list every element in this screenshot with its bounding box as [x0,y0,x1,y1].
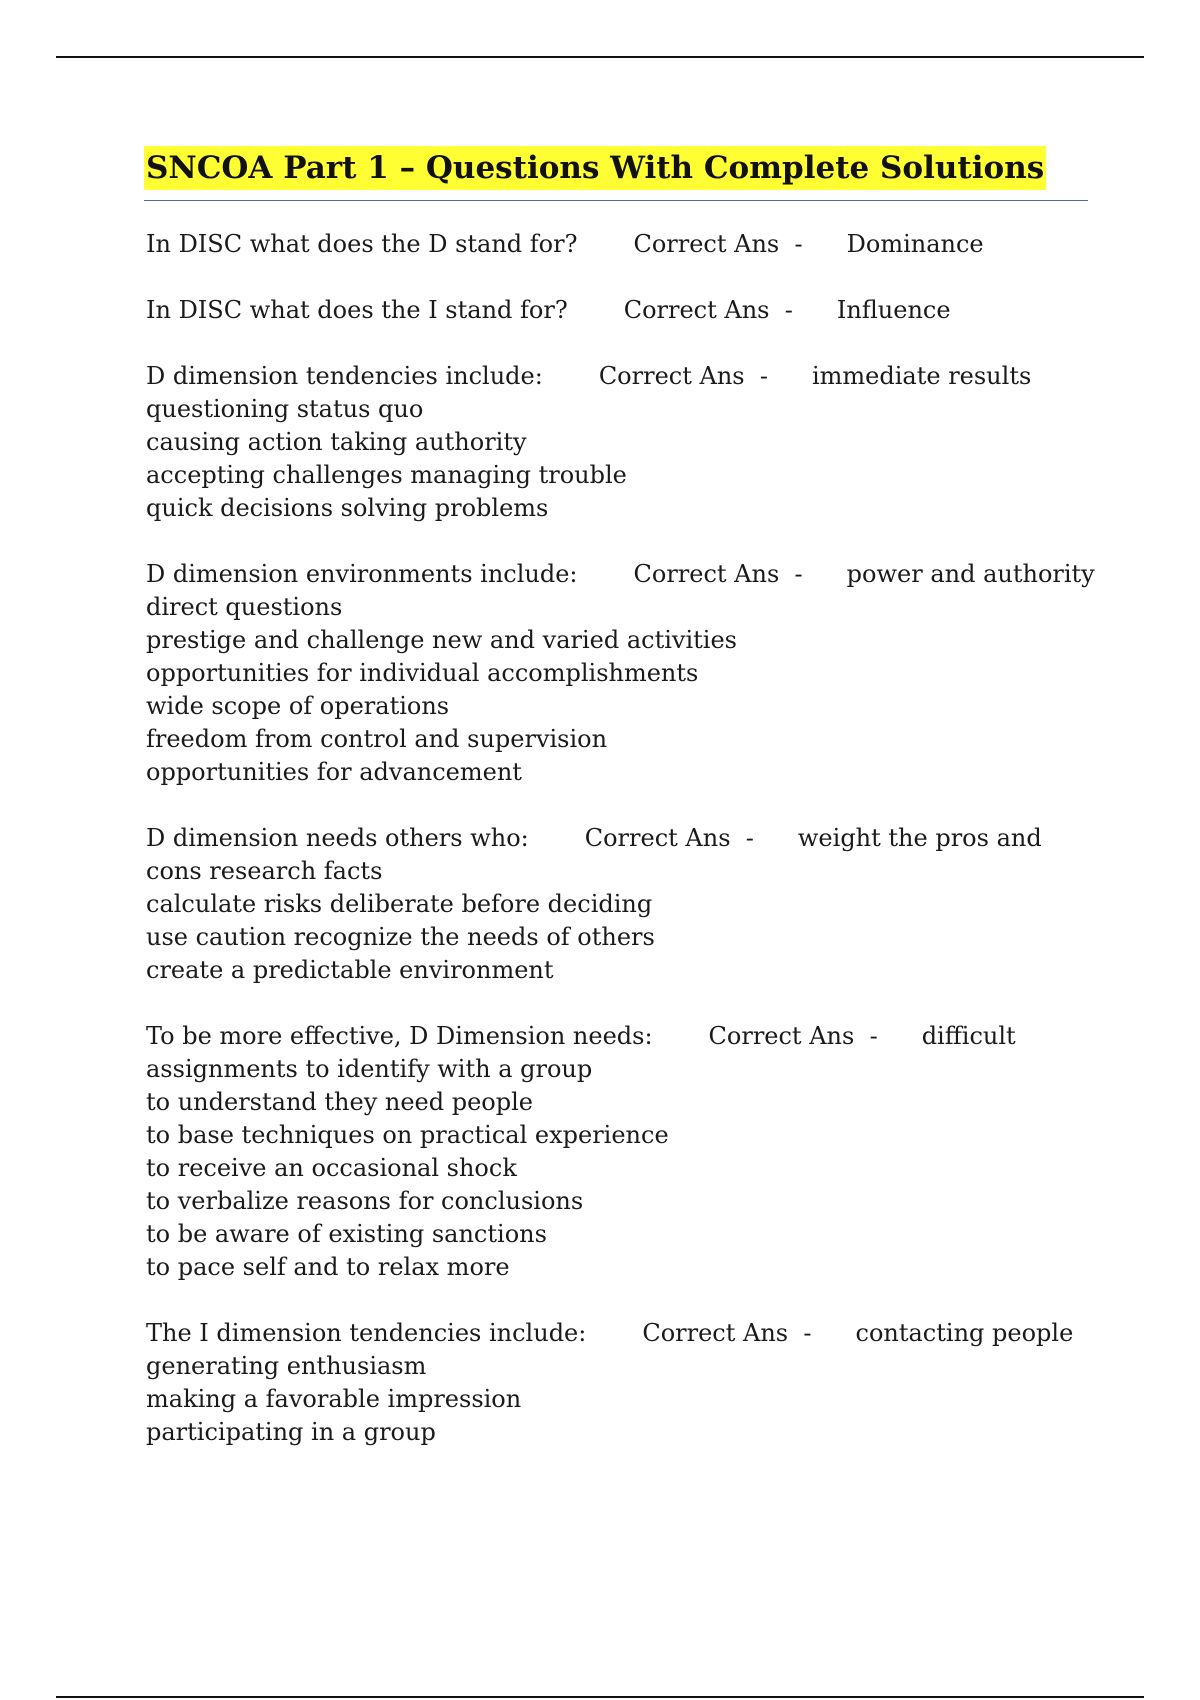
question-text: In DISC what does the D stand for? [146,230,578,258]
answer-continuation-line: to receive an occasional shock [146,1154,517,1182]
answer-continuation-line: calculate risks deliberate before deciding [146,890,653,918]
qa-item [146,360,1106,525]
answer-continuation-line: direct questions [146,593,343,621]
answer-text: weight the pros and [797,824,1042,852]
qa-first-line [146,1020,1106,1053]
answer-text: difficult [921,1022,1016,1050]
qa-first-line [146,558,1106,591]
answer-continuation-line: quick decisions solving problems [146,494,549,522]
answer-continuation-line: to base techniques on practical experience [146,1121,669,1149]
qa-item [146,228,1106,261]
correct-answer-label: Correct Ans - [708,1022,878,1050]
qa-list [146,228,1106,1482]
answer-continuation-line: opportunities for individual accomplishments [146,659,699,687]
answer-continuation-line: to understand they need people [146,1088,533,1116]
title-block [144,146,1088,201]
page-top-rule [56,56,1144,58]
correct-answer-label: Correct Ans - [598,362,768,390]
qa-first-line [146,228,1106,261]
answer-continuation-line: cons research facts [146,857,383,885]
correct-answer-label: Correct Ans - [623,296,793,324]
qa-item [146,294,1106,327]
qa-item [146,1020,1106,1284]
answer-continuation-line: freedom from control and supervision [146,725,608,753]
question-text: The I dimension tendencies include: [146,1319,587,1347]
answer-continuation-line: assignments to identify with a group [146,1055,593,1083]
answer-continuation-line: use caution recognize the needs of others [146,923,655,951]
answer-continuation-line: accepting challenges managing trouble [146,461,627,489]
qa-first-line [146,822,1106,855]
correct-answer-label: Correct Ans - [642,1319,812,1347]
answer-text: power and authority [846,560,1095,588]
qa-item [146,558,1106,789]
answer-text: contacting people [855,1319,1074,1347]
answer-continuation-line: prestige and challenge new and varied activities [146,626,737,654]
answer-continuation-line: to pace self and to relax more [146,1253,510,1281]
correct-answer-label: Correct Ans - [633,560,803,588]
qa-first-line [146,294,1106,327]
question-text: To be more effective, D Dimension needs: [146,1022,653,1050]
question-text: D dimension environments include: [146,560,578,588]
question-text: D dimension tendencies include: [146,362,543,390]
page-bottom-rule [56,1696,1144,1698]
answer-continuation-line: wide scope of operations [146,692,450,720]
answer-continuation-line: to verbalize reasons for conclusions [146,1187,584,1215]
answer-text: immediate results [811,362,1032,390]
answer-continuation-line: causing action taking authority [146,428,527,456]
answer-text: Dominance [846,230,984,258]
qa-item [146,1317,1106,1449]
answer-continuation-line: to be aware of existing sanctions [146,1220,547,1248]
answer-continuation-line: making a favorable impression [146,1385,522,1413]
correct-answer-label: Correct Ans - [633,230,803,258]
answer-text: Influence [836,296,951,324]
correct-answer-label: Correct Ans - [584,824,754,852]
answer-continuation-line: opportunities for advancement [146,758,522,786]
qa-item [146,822,1106,987]
question-text: D dimension needs others who: [146,824,529,852]
document-title: SNCOA Part 1 – Questions With Complete Solutions [144,146,1046,190]
question-text: In DISC what does the I stand for? [146,296,568,324]
answer-continuation-line: participating in a group [146,1418,436,1446]
qa-first-line [146,360,1106,393]
answer-continuation-line: create a predictable environment [146,956,554,984]
answer-continuation-line: generating enthusiasm [146,1352,427,1380]
qa-first-line [146,1317,1106,1350]
answer-continuation-line: questioning status quo [146,395,424,423]
